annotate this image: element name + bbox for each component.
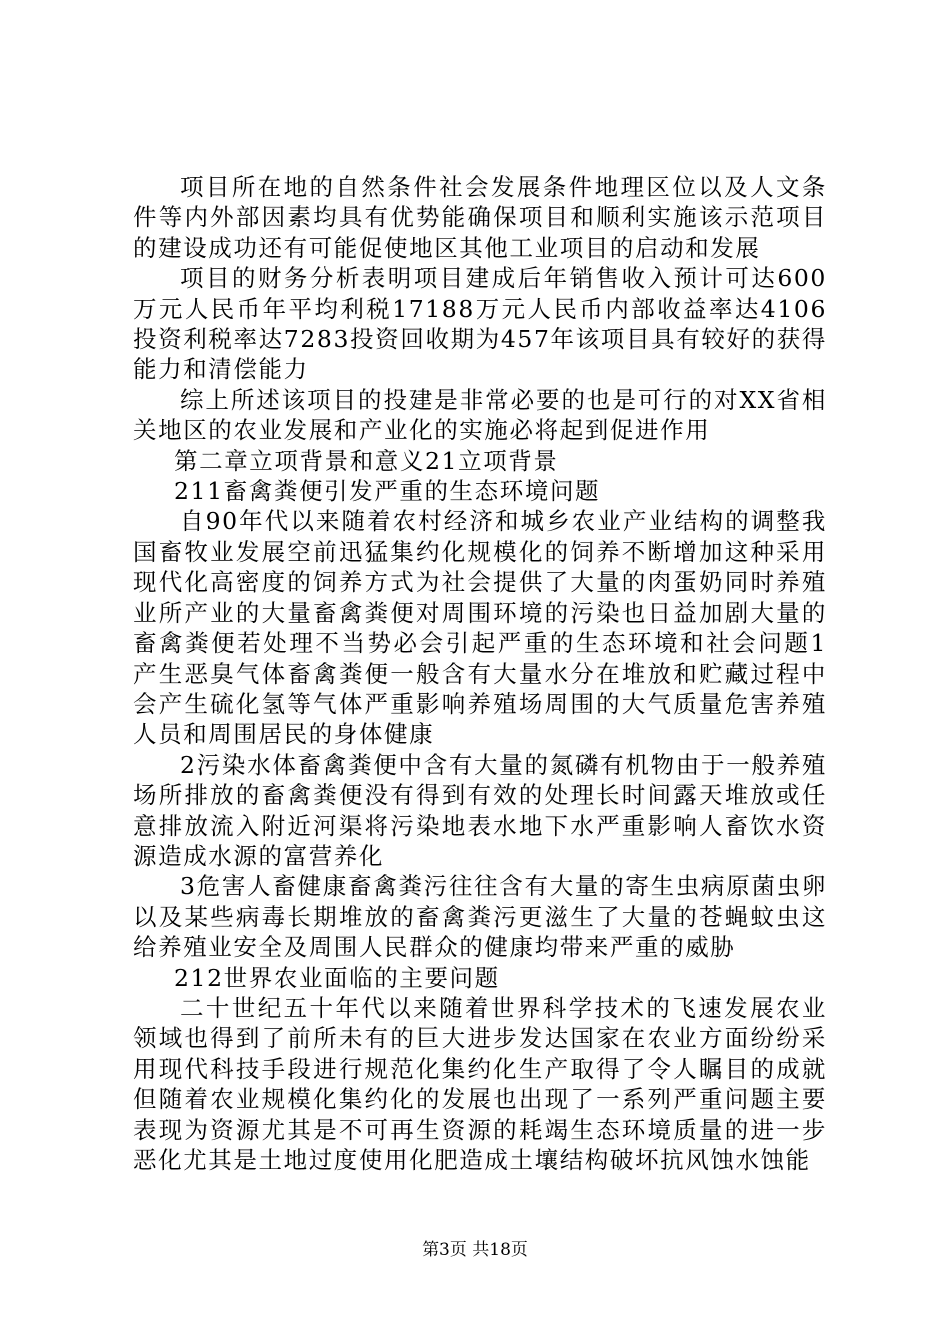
page-footer: 第3页 共18页 xyxy=(422,1240,528,1260)
paragraph-health-hazard: 3危害人畜健康畜禽粪污往往含有大量的寄生虫病原菌虫卵以及某些病毒长期堆放的畜禽粪污更滋生了大量的苍蝇蚊虫这给养殖业安全及周围人民群众的健康均带来严重的威胁 xyxy=(133,872,827,962)
section-heading-211: 211畜禽粪便引发严重的生态环境问题 xyxy=(174,477,601,506)
document-body xyxy=(133,172,827,1175)
paragraph-water-pollution: 2污染水体畜禽粪便中含有大量的氮磷有机物由于一般养殖场所排放的畜禽粪便没有得到有效的处理长时间露天堆放或任意排放流入附近河渠将污染地表水地下水严重影响人畜饮水资源造成水源的富营养化 xyxy=(133,750,827,870)
paragraph-world-agriculture: 二十世纪五十年代以来随着世界科学技术的飞速发展农业领域也得到了前所未有的巨大进步发达国家在农业方面纷纷采用现代科技手段进行规范化集约化生产取得了令人瞩目的成就但随着农业规模化集约化的发展也出现了一系列严重问题主要表现为资源尤其是不可再生资源的耗竭生态环境质量的进一步恶化尤其是土地过度使用化肥造成土壤结构破坏抗风蚀水蚀能 xyxy=(133,993,827,1174)
section-heading-212: 212世界农业面临的主要问题 xyxy=(174,963,500,992)
paragraph-conditions: 项目所在地的自然条件社会发展条件地理区位以及人文条件等内外部因素均具有优势能确保项目和顺利实施该示范项目的建设成功还有可能促使地区其他工业项目的启动和发展 xyxy=(133,173,827,262)
paragraph-financial-analysis: 项目的财务分析表明项目建成后年销售收入预计可达600万元人民币年平均利税17188万元人民币内部收益率达4106投资利税率达7283投资回收期为457年该项目具有较好的获得能力和清偿能力 xyxy=(133,264,827,384)
paragraph-conclusion: 综上所述该项目的投建是非常必要的也是可行的对XX省相关地区的农业发展和产业化的实施必将起到促进作用 xyxy=(133,385,827,445)
chapter-heading: 第二章立项背景和意义21立项背景 xyxy=(174,446,559,475)
paragraph-livestock-pollution: 自90年代以来随着农村经济和城乡农业产业结构的调整我国畜牧业发展空前迅猛集约化规模化的饲养不断增加这种采用现代化高密度的饲养方式为社会提供了大量的肉蛋奶同时养殖业所产业的大量畜禽粪便对周围环境的污染也日益加剧大量的畜禽粪便若处理不当势必会引起严重的生态环境和社会问题1产生恶臭气体畜禽粪便一般含有大量水分在堆放和贮藏过程中会产生硫化氢等气体严重影响养殖场周围的大气质量危害养殖人员和周围居民的身体健康 xyxy=(133,507,827,749)
